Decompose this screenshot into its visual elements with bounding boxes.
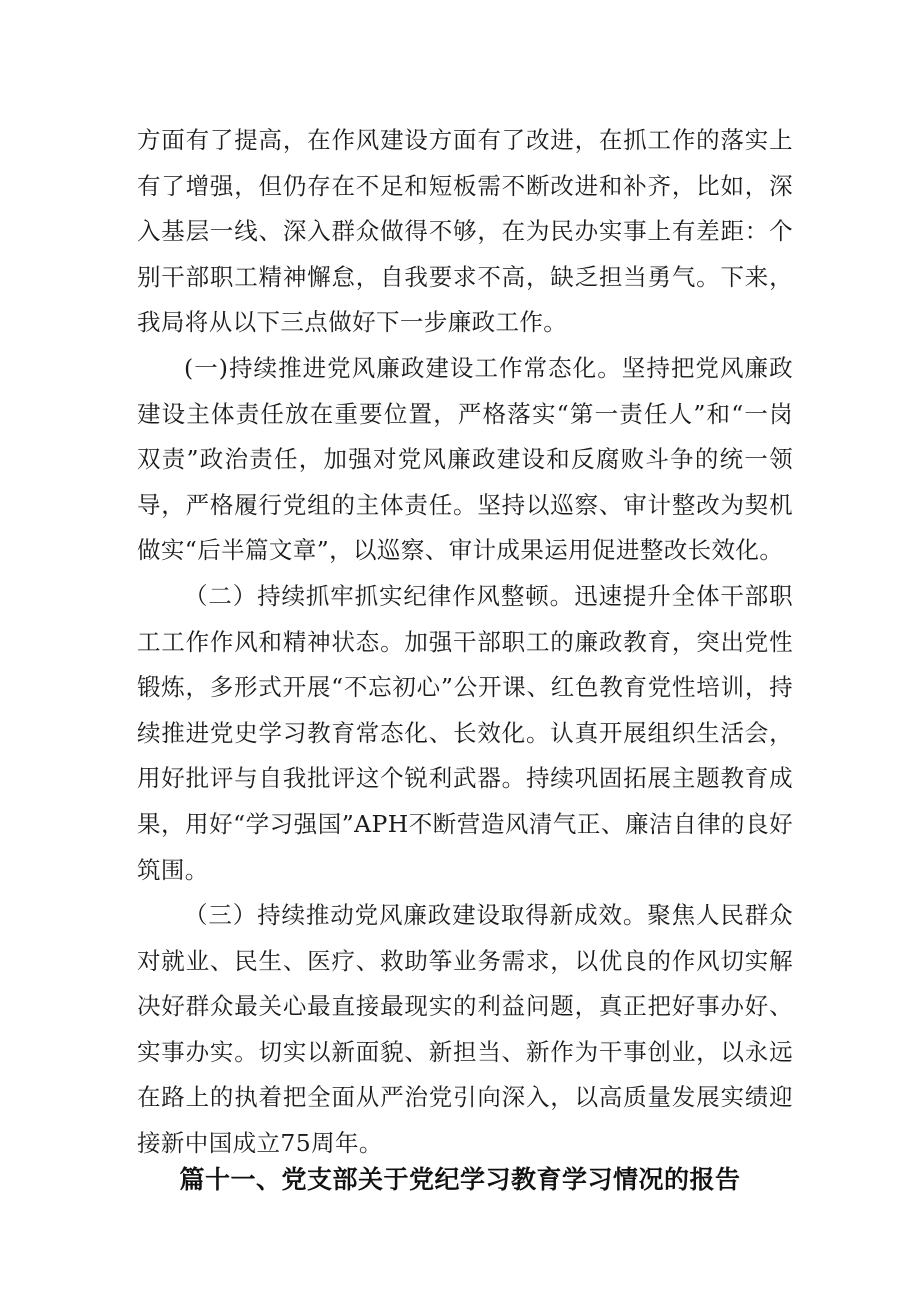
- section-heading: 篇十一、党支部关于党纪学习教育学习情况的报告: [179, 1165, 741, 1194]
- document-body: [137, 118, 793, 1167]
- paragraph-item-one: (一)持续推进党风廉政建设工作常态化。坚持把党风廉政建设主体责任放在重要位置，严格落实“第一责任人”和“一岗双责”政治责任，加强对党风廉政建设和反腐败斗争的统一领导，严格履行党组的主体责任。坚持以巡察、审计整改为契机做实“后半篇文章”，以巡察、审计成果运用促进整改长效化。: [137, 353, 793, 565]
- paragraph-item-two: （二）持续抓牢抓实纪律作风整顿。迅速提升全体干部职工工作作风和精神状态。加强干部职工的廉政教育，突出党性锻炼，多形式开展“不忘初心”公开课、红色教育党性培训，持续推进党史学习教育常态化、长效化。认真开展组织生活会，用好批评与自我批评这个锐利武器。持续巩固拓展主题教育成果，用好“学习强国”APH不断营造风清气正、廉洁自律的良好筑围。: [137, 581, 793, 884]
- paragraph-item-three: （三）持续推动党风廉政建设取得新成效。聚焦人民群众对就业、民生、医疗、救助筝业务需求，以优良的作风切实解决好群众最关心最直接最现实的利益问题，真正把好事办好、实事办实。切实以新面貌、新担当、新作为干事创业，以永远在路上的执着把全面从严治党引向深入，以高质量发展实绩迎接新中国成立75周年。: [137, 901, 793, 1158]
- paragraph-continuation: 方面有了提高，在作风建设方面有了改进，在抓工作的落实上有了增强，但仍存在不足和短板需不断改进和补齐，比如，深入基层一线、深入群众做得不够，在为民办实事上有差距：个别干部职工精神懈怠，自我要求不高，缺乏担当勇气。下来，我局将从以下三点做好下一步廉政工作。: [137, 126, 793, 337]
